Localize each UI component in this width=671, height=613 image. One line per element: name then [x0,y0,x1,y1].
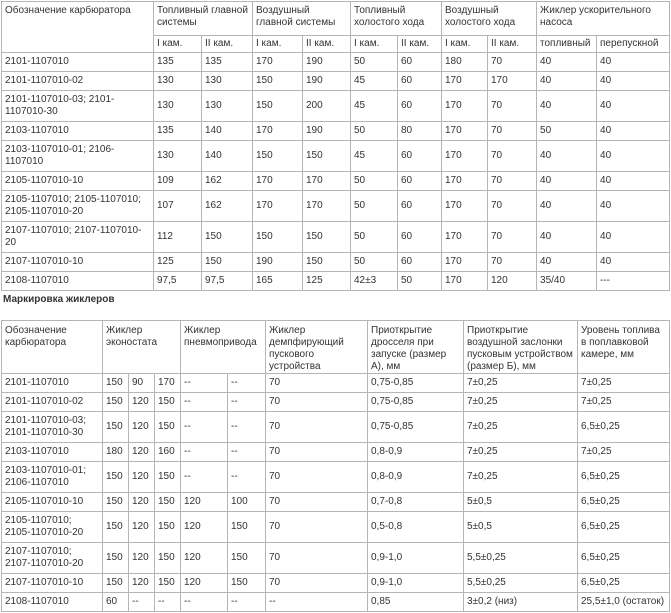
table-cell-c9: 40 [537,72,597,91]
table-cell-e3: 150 [155,543,181,574]
table-cell-d: 70 [266,462,368,493]
table-cell-e1: 150 [103,393,129,412]
table-cell-e2: 120 [129,443,155,462]
table-cell-c4: 150 [303,222,351,253]
table-cell-carb: 2103-1107010-01; 2106-1107010 [2,141,154,172]
header-pneumo: Жиклер пневмопривода [181,321,266,374]
table-cell-c7: 170 [442,122,488,141]
table-cell-c6: 60 [398,53,442,72]
table-cell-d: 70 [266,493,368,512]
table-cell-c5: 50 [351,191,398,222]
table-cell-c10: --- [597,272,670,291]
table-cell-p1: -- [181,393,228,412]
table-cell-c1: 135 [154,122,202,141]
table-cell-d: 70 [266,574,368,593]
table-cell-c7: 170 [442,141,488,172]
table-cell-p1: 120 [181,543,228,574]
table-cell-e3: 150 [155,462,181,493]
table-row [2,191,670,222]
table-cell-c7: 170 [442,272,488,291]
table-cell-c5: 50 [351,253,398,272]
table-cell-p1: -- [181,374,228,393]
jets-table [1,1,670,291]
table-cell-c4: 170 [303,191,351,222]
table-cell-c10: 40 [597,253,670,272]
table-cell-b: 7±0,25 [464,374,578,393]
table-cell-p2: -- [228,374,266,393]
header-idle-air: Воздушный холостого хода [442,2,537,36]
table-row [2,172,670,191]
table-cell-c9: 50 [537,122,597,141]
table-cell-c10: 40 [597,72,670,91]
table-cell-d: -- [266,593,368,612]
table-cell-a: 0,7-0,8 [368,493,464,512]
table-cell-e3: 150 [155,393,181,412]
table-cell-c4: 190 [303,53,351,72]
header-main-air: Воздушный главной системы [253,2,351,36]
table-cell-c9: 40 [537,222,597,253]
table-cell-carb: 2108-1107010 [2,272,154,291]
table-cell-c2: 150 [202,222,253,253]
table-cell-c5: 45 [351,72,398,91]
table-cell-d: 70 [266,412,368,443]
table-cell-e1: 150 [103,543,129,574]
table-cell-c8: 170 [488,72,537,91]
table-cell-p2: 150 [228,574,266,593]
table-cell-c6: 60 [398,141,442,172]
table-cell-d: 70 [266,512,368,543]
table-cell-a: 0,8-0,9 [368,462,464,493]
table-cell-a: 0,9-1,0 [368,543,464,574]
table-cell-c5: 50 [351,222,398,253]
table-cell-e2: 120 [129,393,155,412]
table-cell-l: 7±0,25 [578,393,670,412]
header-pump: Жиклер ускорительного насоса [537,2,670,36]
table-cell-c6: 50 [398,272,442,291]
table-cell-c1: 112 [154,222,202,253]
header-kam2: II кам. [398,36,442,53]
table-cell-c3: 170 [253,122,303,141]
table-cell-l: 6,5±0,25 [578,412,670,443]
table-cell-a: 0,85 [368,593,464,612]
table-cell-c4: 190 [303,72,351,91]
table-cell-c10: 40 [597,53,670,72]
table-cell-c5: 42±3 [351,272,398,291]
table-cell-c8: 70 [488,141,537,172]
table-row [2,122,670,141]
table-cell-e3: 150 [155,493,181,512]
table-cell-c2: 162 [202,172,253,191]
table-cell-c2: 130 [202,91,253,122]
table-cell-c7: 170 [442,191,488,222]
table-cell-l: 7±0,25 [578,443,670,462]
table-cell-c1: 109 [154,172,202,191]
table-cell-b: 5,5±0,25 [464,574,578,593]
table-cell-c8: 70 [488,222,537,253]
table-cell-carb: 2101-1107010 [2,374,103,393]
table-cell-l: 25,5±1,0 (остаток) [578,593,670,612]
table-cell-c9: 40 [537,172,597,191]
table-cell-a: 0,8-0,9 [368,443,464,462]
table-cell-p2: -- [228,412,266,443]
table-cell-c2: 130 [202,72,253,91]
table-row [2,443,670,462]
table-cell-e1: 150 [103,462,129,493]
table-cell-d: 70 [266,443,368,462]
table-cell-e2: 120 [129,493,155,512]
table-cell-p1: 120 [181,493,228,512]
table-cell-d: 70 [266,543,368,574]
table-row [2,412,670,443]
header-pump-bypass: перепускной [597,36,670,53]
table-cell-c3: 170 [253,191,303,222]
table-cell-c9: 40 [537,53,597,72]
table-row [2,543,670,574]
table-cell-c9: 35/40 [537,272,597,291]
table-cell-c9: 40 [537,91,597,122]
table-cell-c8: 70 [488,191,537,222]
table-cell-l: 6,5±0,25 [578,512,670,543]
table-cell-c3: 170 [253,172,303,191]
header-fuel-level: Уровень топлива в поплавковой камере, мм [578,321,670,374]
table-row [2,462,670,493]
table-cell-c8: 70 [488,253,537,272]
table-cell-c6: 60 [398,222,442,253]
table-cell-p2: -- [228,443,266,462]
table-cell-b: 7±0,25 [464,443,578,462]
header-kam2: II кам. [202,36,253,53]
table-cell-c3: 165 [253,272,303,291]
table-cell-b: 5,5±0,25 [464,543,578,574]
table-cell-c2: 135 [202,53,253,72]
section-title: Маркировка жиклеров [3,294,115,305]
table-cell-c6: 60 [398,91,442,122]
table-cell-c3: 150 [253,222,303,253]
table-cell-carb: 2105-1107010; 2105-1107010-20 [2,512,103,543]
table-cell-b: 3±0,2 (низ) [464,593,578,612]
header-carb: Обозначение карбюратора [2,2,154,53]
markings-table [1,320,670,612]
table-cell-c7: 170 [442,91,488,122]
table-row [2,141,670,172]
table-row [2,493,670,512]
table-row [2,222,670,253]
table-cell-c1: 130 [154,91,202,122]
table-cell-c4: 190 [303,122,351,141]
table-cell-c3: 170 [253,53,303,72]
table-cell-c6: 80 [398,122,442,141]
table-row [2,272,670,291]
table-cell-e1: 150 [103,412,129,443]
table-cell-e3: 150 [155,512,181,543]
table-cell-c10: 40 [597,222,670,253]
table-cell-c9: 40 [537,191,597,222]
table-cell-c1: 130 [154,141,202,172]
table-cell-c2: 150 [202,253,253,272]
table-cell-c7: 180 [442,53,488,72]
table-cell-e3: 150 [155,574,181,593]
table-cell-l: 7±0,25 [578,374,670,393]
table-cell-carb: 2107-1107010; 2107-1107010-20 [2,543,103,574]
table-cell-c8: 120 [488,272,537,291]
table-cell-e2: 90 [129,374,155,393]
table-cell-c10: 40 [597,122,670,141]
table-cell-carb: 2105-1107010-10 [2,172,154,191]
table-cell-c8: 70 [488,122,537,141]
table-cell-c6: 60 [398,253,442,272]
table-cell-c10: 40 [597,91,670,122]
table-cell-c5: 50 [351,172,398,191]
table-cell-a: 0,5-0,8 [368,512,464,543]
table-cell-carb: 2103-1107010-01; 2106-1107010 [2,462,103,493]
header-main-fuel: Топливный главной системы [154,2,253,36]
table-cell-l: 6,5±0,25 [578,574,670,593]
table-cell-c3: 150 [253,91,303,122]
table-cell-p2: 150 [228,543,266,574]
table-row [2,374,670,393]
table-cell-carb: 2108-1107010 [2,593,103,612]
table-cell-e2: 120 [129,412,155,443]
header-econostat: Жиклер эконостата [103,321,181,374]
header-kam1: I кам. [253,36,303,53]
table-cell-p2: 100 [228,493,266,512]
table-cell-c2: 140 [202,141,253,172]
table-cell-e2: 120 [129,543,155,574]
table-cell-e3: 170 [155,374,181,393]
table-cell-b: 7±0,25 [464,462,578,493]
header-carb: Обозначение карбюратора [2,321,103,374]
table-cell-p2: -- [228,593,266,612]
table-cell-l: 6,5±0,25 [578,543,670,574]
table-cell-c6: 60 [398,72,442,91]
header-kam1: I кам. [351,36,398,53]
table-cell-c4: 150 [303,253,351,272]
table-cell-e2: 120 [129,462,155,493]
header-idle-fuel: Топливный холостого хода [351,2,442,36]
table-cell-carb: 2105-1107010; 2105-1107010; 2105-1107010-20 [2,191,154,222]
header-damper: Жиклер демпфирующий пускового устройства [266,321,368,374]
table-cell-c7: 170 [442,253,488,272]
header-throttle-gap: Приоткрытие дросселя при запуске (размер А), мм [368,321,464,374]
table-cell-e1: 150 [103,493,129,512]
header-air-gap: Приоткрытие воздушной заслонки пусковым устройством (размер Б), мм [464,321,578,374]
header-kam1: I кам. [442,36,488,53]
header-kam2: II кам. [488,36,537,53]
table-cell-e1: 150 [103,512,129,543]
table-cell-c2: 97,5 [202,272,253,291]
table-cell-c7: 170 [442,172,488,191]
table-cell-c9: 40 [537,253,597,272]
table-cell-l: 6,5±0,25 [578,462,670,493]
table-cell-carb: 2107-1107010-10 [2,574,103,593]
table-cell-p1: -- [181,443,228,462]
table-cell-carb: 2101-1107010-03; 2101-1107010-30 [2,412,103,443]
table-cell-carb: 2101-1107010-02 [2,72,154,91]
table-cell-p2: -- [228,393,266,412]
table-cell-p1: -- [181,462,228,493]
table-cell-l: 6,5±0,25 [578,493,670,512]
table-cell-e3: 160 [155,443,181,462]
table-cell-e2: 120 [129,574,155,593]
table-cell-a: 0,75-0,85 [368,374,464,393]
table-cell-c5: 50 [351,122,398,141]
table-cell-c1: 125 [154,253,202,272]
table-cell-c9: 40 [537,141,597,172]
table-cell-e1: 150 [103,374,129,393]
table-cell-p1: 120 [181,574,228,593]
table-cell-c1: 130 [154,72,202,91]
table-cell-a: 0,75-0,85 [368,412,464,443]
table-cell-carb: 2105-1107010-10 [2,493,103,512]
table-cell-c4: 200 [303,91,351,122]
table-cell-c1: 135 [154,53,202,72]
table-cell-carb: 2103-1107010 [2,443,103,462]
table-cell-p1: -- [181,412,228,443]
table-cell-c5: 45 [351,141,398,172]
table-row [2,91,670,122]
table-row [2,53,670,72]
table-cell-c8: 70 [488,172,537,191]
table-cell-b: 5±0,5 [464,512,578,543]
table-cell-c3: 190 [253,253,303,272]
table-cell-c1: 107 [154,191,202,222]
table-cell-b: 5±0,5 [464,493,578,512]
table-cell-c5: 45 [351,91,398,122]
table-cell-a: 0,9-1,0 [368,574,464,593]
table-cell-c10: 40 [597,141,670,172]
table-cell-carb: 2107-1107010-10 [2,253,154,272]
table-cell-c2: 162 [202,191,253,222]
table-cell-c5: 50 [351,53,398,72]
table-cell-c4: 125 [303,272,351,291]
table-cell-c8: 70 [488,91,537,122]
table-cell-e1: 150 [103,574,129,593]
table-cell-e3: -- [155,593,181,612]
header-kam1: I кам. [154,36,202,53]
table-cell-carb: 2101-1107010-03; 2101-1107010-30 [2,91,154,122]
table-cell-c3: 150 [253,141,303,172]
table-cell-p2: 150 [228,512,266,543]
table-cell-c2: 140 [202,122,253,141]
table-cell-carb: 2101-1107010 [2,53,154,72]
table-cell-carb: 2107-1107010; 2107-1107010-20 [2,222,154,253]
table-cell-c3: 150 [253,72,303,91]
table-cell-c8: 70 [488,53,537,72]
table-cell-carb: 2103-1107010 [2,122,154,141]
table-cell-b: 7±0,25 [464,412,578,443]
table-cell-carb: 2101-1107010-02 [2,393,103,412]
table-cell-b: 7±0,25 [464,393,578,412]
table-row [2,393,670,412]
table-row [2,253,670,272]
table-cell-c6: 60 [398,172,442,191]
table-cell-c7: 170 [442,72,488,91]
table-cell-p1: -- [181,593,228,612]
table-cell-p1: 120 [181,512,228,543]
table-cell-c7: 170 [442,222,488,253]
header-pump-fuel: топливный [537,36,597,53]
table-cell-p2: -- [228,462,266,493]
table-cell-c10: 40 [597,191,670,222]
table-row [2,512,670,543]
table-cell-e1: 60 [103,593,129,612]
table-cell-e2: -- [129,593,155,612]
table-row [2,593,670,612]
table-cell-c4: 170 [303,172,351,191]
table-row [2,574,670,593]
table-cell-a: 0,75-0,85 [368,393,464,412]
table-cell-c10: 40 [597,172,670,191]
table-cell-c4: 150 [303,141,351,172]
header-kam2: II кам. [303,36,351,53]
table-cell-e1: 180 [103,443,129,462]
table-cell-d: 70 [266,393,368,412]
table-cell-d: 70 [266,374,368,393]
table-cell-e2: 120 [129,512,155,543]
table-row [2,72,670,91]
table-cell-e3: 150 [155,412,181,443]
table-cell-c1: 97,5 [154,272,202,291]
table-cell-c6: 60 [398,191,442,222]
